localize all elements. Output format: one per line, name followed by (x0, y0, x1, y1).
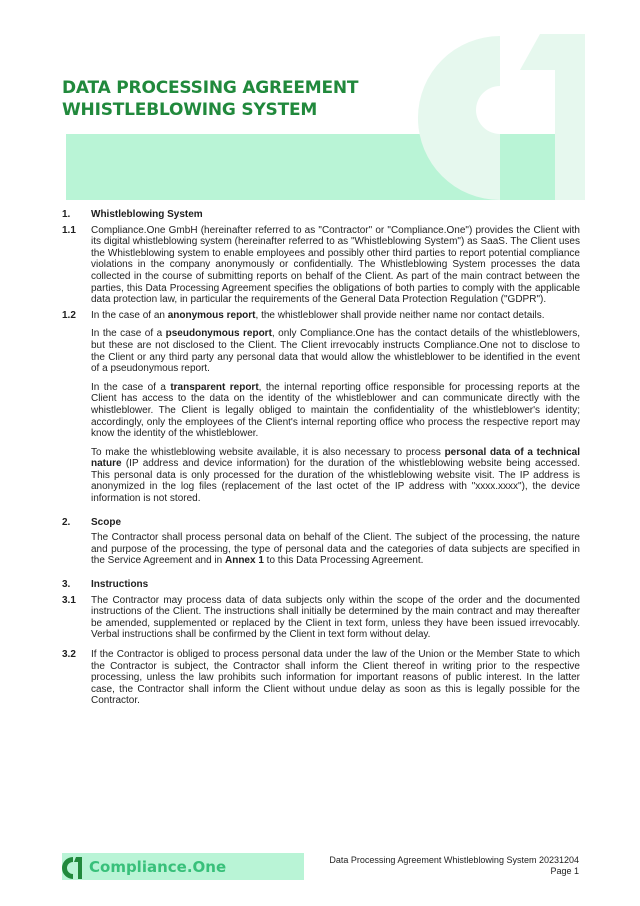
header-band (66, 134, 585, 200)
section-number: 2. (62, 516, 71, 528)
clause-3-2 (62, 649, 580, 707)
clause-number: 3.1 (62, 594, 76, 606)
bold-term: personal data of a technical nature (91, 446, 580, 470)
section-heading-2 (62, 517, 580, 529)
compliance-one-logo-icon (60, 855, 86, 881)
clause-text: Compliance.One GmbH (hereinafter referred to as "Contractor" or "Compliance.One") provides the Client with its digital whistleblowing system (hereinafter referred to as "Whistleblowing System") as SaaS. The Client uses the Whistleblowing system to enable employees and possibly other third parties to report potential compliance violations in the company anonymously or confidentially. The Whistleblowing System processes the data collected in the course of submitting reports on behalf of the Client. As part of the main contract between the parties, this Data Processing Agreement specifies the obligations of both parties to comply with the applicable data protection law, in particular the requirements of the General Data Protection Regulation ("GDPR"). (91, 224, 580, 306)
clause-paragraph: To make the whistleblowing website available, it is also necessary to process personal data of a technical nature (IP address and device information) for the duration of the whistleblowing website being accessed. This personal data is only processed for the duration of the whistleblowing website visit. The IP address is anonymized in the log files (replacement of the last octet of the IP address with "xxxx.xxxx"), the device information is not stored. (91, 446, 580, 505)
bold-term: pseudonymous report (165, 328, 272, 340)
clause-paragraph: In the case of an anonymous report, the whistleblower shall provide neither name nor contact details. (91, 309, 545, 321)
section-title: Whistleblowing System (91, 209, 203, 220)
clause-number: 1.1 (62, 224, 76, 236)
document-title (62, 77, 358, 121)
clause-paragraph: In the case of a transparent report, the internal reporting office responsible for processing reports at the Client has access to the data on the identity of the whistleblower and can communicate directly with the whistleblower. The Client is legally obliged to maintain the confidentiality of the whistleblower's identity; accordingly, only the employees of the Client's internal reporting office who process the respective report may know the identity of the whistleblower. (91, 381, 580, 440)
document-body (62, 209, 580, 707)
clause-1-1 (62, 225, 580, 306)
section-title: Instructions (91, 579, 149, 591)
document-title-line1: DATA PROCESSING AGREEMENT (62, 78, 359, 98)
clause-1-2-paragraph-4 (91, 447, 580, 505)
bold-term: anonymous report (167, 309, 256, 321)
footer-document-name: Data Processing Agreement Whistleblowing System 20231204 (329, 855, 579, 865)
clause-text: The Contractor may process data of data subjects only within the scope of the order and the documented instructions of the Client. The instructions shall initially be determined by the main contract and may thereafter be amended, supplemented or replaced by the Client in text form, unless they have been issued irrevocably. Verbal instructions shall be confirmed by the Client in text form without delay. (91, 594, 580, 641)
section-number: 1. (62, 209, 71, 220)
footer-brand-name: Compliance.One (89, 858, 227, 876)
clause-paragraph: The Contractor shall process personal data on behalf of the Client. The subject of the processing, the nature and purpose of the processing, the type of personal data and the categories of data subjects are specified in the Service Agreement and in Annex 1 to this Data Processing Agreement. (91, 532, 580, 567)
section-heading-3 (62, 579, 580, 591)
clause-paragraph: In the case of a pseudonymous report, only Compliance.One has the contact details of the whistleblowers, but these are not disclosed to the Client. The Client irrevocably instructs Compliance.One not to disclose to the Client or any third party any personal data that would allow the whistleblower to be identified in the event of a pseudonymous report. (91, 328, 580, 375)
bold-term: transparent report (170, 381, 259, 393)
document-title-line2: WHISTLEBLOWING SYSTEM (62, 100, 318, 120)
bold-term: Annex 1 (224, 555, 264, 567)
clause-number: 3.2 (62, 649, 76, 660)
clause-1-2-paragraph-2 (91, 328, 580, 374)
footer-doc-info (329, 855, 579, 877)
page-number: Page 1 (550, 866, 579, 876)
clause-1-2-paragraph-3 (91, 382, 580, 440)
section-2-text (91, 532, 580, 567)
section-heading-1 (62, 209, 580, 221)
section-title: Scope (91, 516, 122, 528)
clause-text: If the Contractor is obliged to process personal data under the law of the Union or the Member State to which the Contractor is subject, the Contractor shall inform the Client thereof in writing prior to the respective processing, unless the law prohibits such information for important reasons of public interest. In the latter case, the Contractor shall inform the Client without undue delay as soon as this is legally possible for the Contractor. (91, 649, 580, 707)
section-number: 3. (62, 579, 71, 591)
clause-number: 1.2 (62, 309, 76, 321)
clause-1-2 (62, 310, 580, 322)
clause-3-1 (62, 595, 580, 641)
